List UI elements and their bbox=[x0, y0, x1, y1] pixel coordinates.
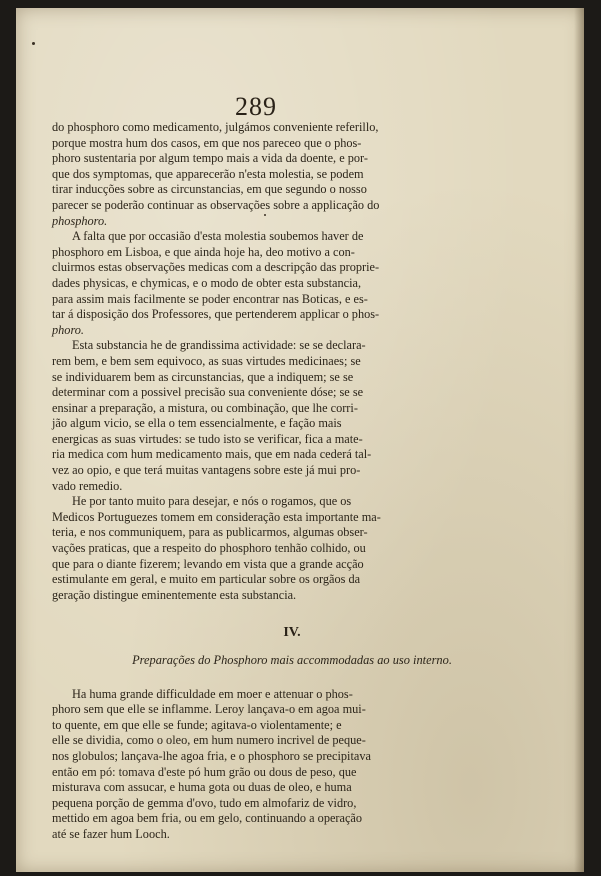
text-line: que para o diante fizerem; levando em vista que a grande acção bbox=[52, 556, 364, 571]
page-edge-shadow bbox=[574, 8, 584, 872]
section-title: Preparações do Phosphoro mais accommodadas ao uso interno. bbox=[132, 653, 452, 667]
text-line: Medicos Portuguezes tomem em consideração esta importante ma- bbox=[52, 509, 381, 524]
paragraph-1 bbox=[52, 120, 532, 229]
text-line: ria medica com hum medicamento mais, que em nada cederá tal- bbox=[52, 447, 372, 462]
page-number: 289 bbox=[235, 92, 277, 121]
text-line: geração distingue eminentemente esta substancia. bbox=[52, 587, 297, 602]
text-line: que dos symptomas, que apparecerão n'esta molestia, se podem bbox=[52, 166, 364, 181]
text-line: He por tanto muito para desejar, e nós o rogamos, que os bbox=[72, 494, 352, 509]
text-line: ensinar a preparação, a mistura, ou combinação, que lhe corri- bbox=[52, 400, 358, 415]
text-line: parecer se poderão continuar as observações sobre a applicação do bbox=[52, 197, 380, 212]
text-line: misturava com assucar, e huma gota ou duas de oleo, e huma bbox=[52, 780, 352, 795]
text-line: porque mostra hum dos casos, em que nos pareceo que o phos- bbox=[52, 135, 362, 150]
text-line: se individuarem bem as circunstancias, que a indiquem; se se bbox=[52, 369, 354, 384]
text-line: teria, e nos communiquem, para as publicarmos, algumas obser- bbox=[52, 525, 368, 540]
text-line: mettido em agoa bem fria, ou em gelo, continuando a operação bbox=[52, 811, 363, 826]
paragraph-5 bbox=[52, 687, 532, 843]
text-line: phoro sem que elle se inflamme. Leroy lançava-o em agoa mui- bbox=[52, 702, 366, 717]
text-line: rem bem, e bem sem equivoco, as suas virtudes medicinaes; se bbox=[52, 353, 361, 368]
text-line: dades physicas, e chymicas, e o modo de obter esta substancia, bbox=[52, 275, 362, 290]
text-line: phoro. bbox=[52, 322, 84, 337]
text-line: nos globulos; lançava-lhe agoa fria, e o phosphoro se precipitava bbox=[52, 748, 371, 763]
text-line: phoro sustentaria por algum tempo mais a vida da doente, e por- bbox=[52, 151, 368, 166]
paragraph-3 bbox=[52, 338, 532, 494]
text-line: então em pó: tomava d'este pó hum grão ou dous de peso, que bbox=[52, 764, 357, 779]
text-line: até se fazer hum Looch. bbox=[52, 826, 170, 841]
paragraph-4 bbox=[52, 494, 532, 603]
body-text bbox=[52, 120, 532, 843]
text-line: Ha huma grande difficuldade em moer e attenuar o phos- bbox=[72, 686, 353, 701]
text-line: cluirmos estas observações medicas com a descripção das proprie- bbox=[52, 260, 380, 275]
section-number: IV. bbox=[283, 625, 301, 641]
text-line: A falta que por occasião d'esta molestia soubemos haver de bbox=[72, 229, 364, 244]
text-line: jão algum vicio, se ella o tem essencialmente, e fação mais bbox=[52, 416, 342, 431]
text-line: para assim mais facilmente se poder encontrar nas Boticas, e es- bbox=[52, 291, 368, 306]
text-line: determinar com a possivel precisão sua conveniente dóse; se se bbox=[52, 385, 364, 400]
text-line: do phosphoro como medicamento, julgámos conveniente referillo, bbox=[52, 120, 379, 134]
text-line: tar á disposição dos Professores, que pertenderem applicar o phos- bbox=[52, 307, 380, 322]
text-line: to quente, em que elle se funde; agitava-o violentamente; e bbox=[52, 717, 342, 732]
text-line: estimulante em geral, e muito em particular sobre os orgãos da bbox=[52, 572, 361, 587]
ink-speck bbox=[32, 42, 35, 45]
text-line: pequena porção de gemma d'ovo, tudo em almofariz de vidro, bbox=[52, 795, 357, 810]
text-line: vações praticas, que a respeito do phosphoro tenhão colhido, ou bbox=[52, 541, 366, 556]
text-line: phosphoro em Lisboa, e que ainda hoje ha, deo motivo a con- bbox=[52, 244, 355, 259]
text-line: vez ao opio, e que terá muitas vantagens sobre este já mui pro- bbox=[52, 463, 361, 478]
text-line: Esta substancia he de grandissima actividade: se se declara- bbox=[72, 338, 366, 353]
text-line: elle se dividia, como o oleo, em hum numero incrivel de peque- bbox=[52, 733, 366, 748]
text-line: tirar inducções sobre as circunstancias, em que segundo o nosso bbox=[52, 182, 367, 197]
text-line: vado remedio. bbox=[52, 478, 123, 493]
paragraph-2 bbox=[52, 229, 532, 338]
text-line: energicas as suas virtudes: se tudo isto se verificar, fica a mate- bbox=[52, 431, 363, 446]
text-line: phosphoro. bbox=[52, 213, 108, 228]
